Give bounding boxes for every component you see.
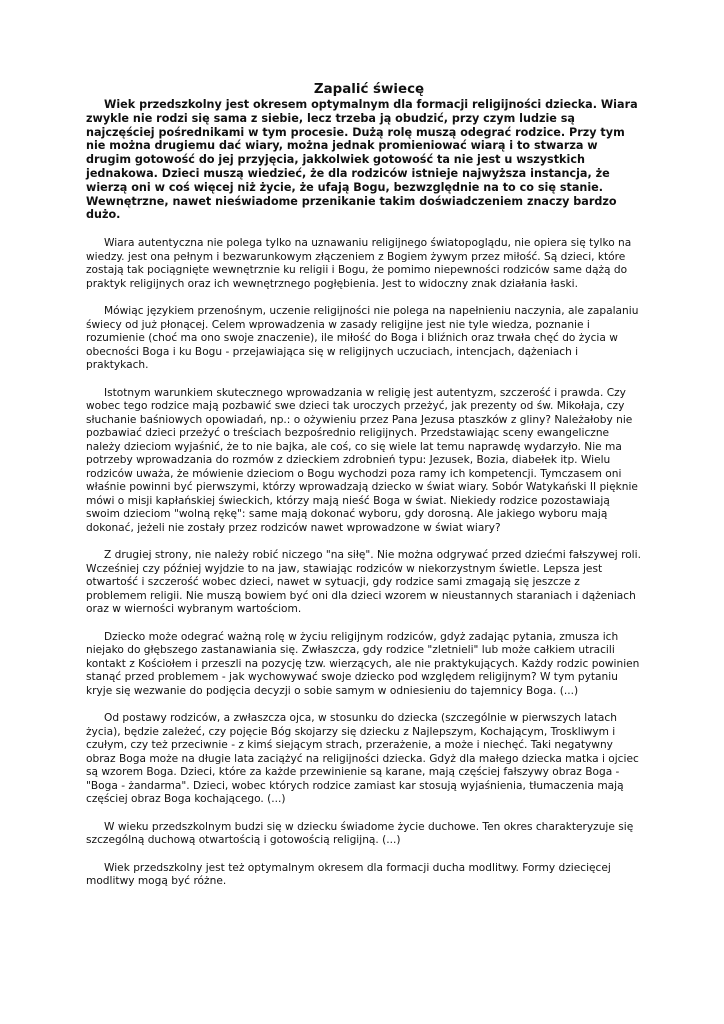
- spacer: [86, 373, 642, 387]
- spacer: [86, 291, 642, 305]
- body-paragraph-7: W wieku przedszkolnym budzi się w dziecku świadome życie duchowe. Ten okres charakteryzuje się szczególną duchową otwartością i gotowością religijną. (...): [86, 820, 634, 847]
- body-paragraph-8: Wiek przedszkolny jest też optymalnym okresem dla formacji ducha modlitwy. Formy dziecięcej modlitwy mogą być różne.: [86, 861, 611, 888]
- document-title: Zapalić świecę: [313, 82, 425, 97]
- spacer: [86, 222, 642, 237]
- body-paragraph-6: Od postawy rodziców, a zwłaszcza ojca, w stosunku do dziecka (szczególnie w pierwszych latach życia), będzie zależeć, czy pojęcie Bóg skojarzy się dziecku z Najlepszym, Kochającym, Troskliwym i czułym, czy też przeciwnie - z kimś siejącym strach, przerażenie, a może i niechęć. Taki negatywny obraz Boga może na długie lata zaciążyć na religijności dziecka. Gdyż dla małego dziecka matka i ojciec są wzorem Boga. Dzieci, które za każde przewinienie są karane, mają częściej fałszywy obraz Boga - "Boga - żandarma". Dzieci, wobec których rodzice zamiast kar stosują wyjaśnienia, tłumaczenia mają częściej obraz Boga kochającego. (...): [86, 712, 639, 806]
- spacer: [86, 617, 642, 631]
- body-paragraph-3: Istotnym warunkiem skutecznego wprowadzania w religię jest autentyzm, szczerość i prawda. Czy wobec tego rodzice mają pozbawić swe dzieci tak uroczych przeżyć, jak prezenty od św. Mikołaja, czy słuchanie baśniowych opowiadań, np.: o ożywieniu przez Pana Jezusa ptaszków z gliny? Należałoby nie pozbawiać dzieci przeżyć o treściach bezpośrednio religijnych. Przedstawiając sceny ewangeliczne należy dzieciom wyjaśnić, że to nie bajka, ale coś, co się wiele lat temu naprawdę wydarzyło. Nie ma potrzeby wprowadzania do rozmów z dzieckiem zdrobnień typu: Jezusek, Bozia, diabełek itp. Wielu rodziców uważa, że mówienie dzieciom o Bogu wychodzi poza ramy ich kompetencji. Tymczasem oni właśnie powinni być pierwszymi, którzy wprowadzają dziecko w świat wiary. Sobór Watykański II pięknie mówi o misji kapłańskiej świeckich, którzy mają nieść Boga w świat. Niekiedy rodzice pozostawiają swoim dzieciom "wolną rękę": same mają dokonać wyboru, gdy dorosną. Ale jakiego wyboru mają dokonać, jeżeli nie zostały przez rodziców nawet wprowadzone w świat wiary?: [86, 386, 638, 534]
- spacer: [86, 535, 642, 549]
- body-paragraph-1: Wiara autentyczna nie polega tylko na uznawaniu religijnego światopoglądu, nie opiera się tylko na wiedzy. jest ona pełnym i bezwarunkowym złączeniem z Bogiem żywym przez miłość. Są dzieci, które zostają tak pociągnięte wewnętrznie ku religii i Bogu, że pomimo niepewności rodziców same dążą do praktyk religijnych oraz ich wewnętrznego pogłębienia. Jest to widoczny znak działania łaski.: [86, 237, 632, 290]
- body-paragraph-2: Mówiąc językiem przenośnym, uczenie religijności nie polega na napełnieniu naczynia, ale zapalaniu świecy od już płonącej. Celem wprowadzenia w zasady religijne jest nie tyle wiedza, poznanie i rozumienie (choć ma ono swoje znaczenie), ile miłość do Boga i bliźnich oraz trwała chęć do życia w obecności Boga i ku Bogu - przejawiająca się w religijnych uczuciach, intencjach, dążeniach i praktykach.: [86, 305, 639, 372]
- lead-paragraph: Wiek przedszkolny jest okresem optymalnym dla formacji religijności dziecka. Wiara zwykle nie rodzi się sama z siebie, lecz trzeba ją obudzić, przy czym ludzie są najczęściej pośrednikami w tym procesie. Dużą rolę muszą odegrać rodzice. Przy tym nie można drugiemu dać wiary, można jednak promieniować wiarą i to stwarza w drugim gotowość do jej przyjęcia, jakkolwiek gotowość ta nie jest u wszystkich jednakowa. Dzieci muszą wiedzieć, że dla rodziców istnieje najwyższa instancja, że wierzą oni w coś więcej niż życie, że ufają Bogu, bezwzględnie na to co się stanie. Wewnętrzne, nawet nieświadome przenikanie takim doświadczeniem znaczy bardzo dużo.: [86, 98, 638, 222]
- body-paragraph-4: Z drugiej strony, nie należy robić niczego "na siłę". Nie można odgrywać przed dziećmi fałszywej roli. Wcześniej czy później wyjdzie to na jaw, stawiając rodziców w niekorzystnym świetle. Lepsza jest otwartość i szczerość wobec dzieci, nawet w sytuacji, gdy rodzice sami zmagają się jeszcze z problemem religii. Nie muszą bowiem być oni dla dzieci wzorem w nieustannych staraniach i dążeniach oraz w wierności wybranym wartościom.: [86, 549, 641, 616]
- document-page: [86, 82, 642, 889]
- spacer: [86, 848, 642, 862]
- spacer: [86, 807, 642, 821]
- spacer: [86, 698, 642, 712]
- body-paragraph-5: Dziecko może odegrać ważną rolę w życiu religijnym rodziców, gdyż zadając pytania, zmusza ich niejako do głębszego zastanawiania się. Zwłaszcza, gdy rodzice "zletnieli" lub może całkiem utracili kontakt z Kościołem i przeszli na pozycję tzw. wierzących, ale nie praktykujących. Każdy rodzic powinien stanąć przed problemem - jak wychowywać swoje dziecko pod względem religijnym? W tym pytaniu kryje się wezwanie do podjęcia decyzji o sobie samym w odniesieniu do tajemnicy Boga. (...): [86, 630, 640, 697]
